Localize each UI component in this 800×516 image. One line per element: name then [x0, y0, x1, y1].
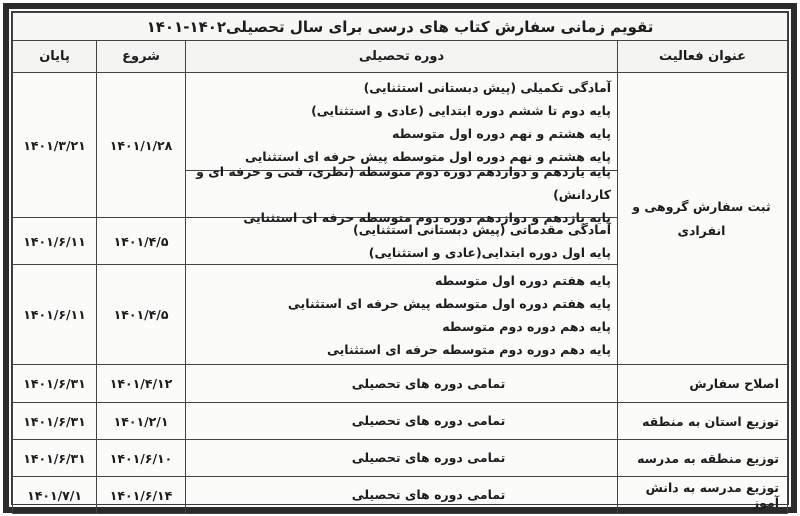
course-line: پایه یازدهم و دوازدهم دوره دوم متوسطه حرفه ای استثنایی	[243, 209, 611, 225]
end-date: ۱۴۰۱/۶/۱۱	[13, 218, 97, 265]
header-activity: عنوان فعالیت	[618, 41, 788, 73]
end-date: ۱۴۰۱/۷/۱	[13, 477, 97, 514]
table-row	[13, 403, 788, 440]
course-cell	[186, 365, 618, 403]
table-row	[13, 477, 788, 514]
end-date: ۱۴۰۱/۶/۳۱	[13, 365, 97, 403]
table-row	[13, 365, 788, 403]
course-line: آمادگی تکمیلی (پیش دبستانی استثنایی)	[363, 79, 611, 95]
schedule-table	[12, 12, 788, 514]
course-line: تمامی دوره های تحصیلی	[351, 375, 506, 391]
course-line: پایه اول دوره ابتدایی(عادی و استثنایی)	[368, 245, 611, 260]
end-date: ۱۴۰۱/۶/۳۱	[13, 403, 97, 440]
start-date: ۱۴۰۱/۲/۱	[97, 403, 186, 440]
course-line: تمامی دوره های تحصیلی	[351, 487, 506, 502]
start-date: ۱۴۰۱/۶/۱۴	[97, 477, 186, 514]
document-frame	[3, 3, 797, 513]
end-date: ۱۴۰۱/۶/۱۱	[13, 265, 97, 365]
course-block	[186, 163, 617, 225]
end-date: ۱۴۰۱/۶/۳۱	[13, 440, 97, 477]
activity-cell-group-order: ثبت سفارش گروهی و انفرادی	[618, 73, 788, 365]
course-cell	[186, 440, 618, 477]
start-date: ۱۴۰۱/۴/۵	[97, 265, 186, 365]
course-line: تمامی دوره های تحصیلی	[351, 450, 506, 465]
header-start: شروع	[97, 41, 186, 73]
course-cell	[186, 403, 618, 440]
course-line: تمامی دوره های تحصیلی	[351, 413, 506, 428]
start-date: ۱۴۰۱/۴/۵	[97, 218, 186, 265]
activity-cell: توزیع مدرسه به دانش آموز	[618, 477, 788, 514]
document-inner-border	[11, 11, 789, 510]
table-row	[13, 73, 788, 218]
course-line: پایه هشتم و نهم دوره اول متوسطه	[392, 125, 611, 141]
start-date: ۱۴۰۱/۱/۲۸	[97, 73, 186, 218]
end-date: ۱۴۰۱/۳/۲۱	[13, 73, 97, 218]
activity-cell: اصلاح سفارش	[618, 365, 788, 403]
activity-cell: توزیع منطقه به مدرسه	[618, 440, 788, 477]
table-row	[13, 440, 788, 477]
header-end: پایان	[13, 41, 97, 73]
header-row	[13, 41, 788, 73]
activity-cell: توزیع استان به منطقه	[618, 403, 788, 440]
course-cell	[186, 265, 618, 365]
header-course: دوره تحصیلی	[186, 41, 618, 73]
start-date: ۱۴۰۱/۴/۱۲	[97, 365, 186, 403]
table-title: تقویم زمانی سفارش کتاب های درسی برای سال تحصیلی۱۴۰۲-۱۴۰۱	[13, 13, 788, 41]
course-block	[186, 73, 617, 170]
course-line: پایه دهم دوره دوم متوسطه	[442, 318, 611, 334]
course-line: پایه دوم تا ششم دوره ابتدایی (عادی و استثنایی)	[311, 102, 611, 118]
course-line: پایه هفتم دوره اول متوسطه	[434, 272, 611, 288]
course-line: پایه هفتم دوره اول متوسطه پیش حرفه ای استثنایی	[287, 295, 611, 311]
start-date: ۱۴۰۱/۶/۱۰	[97, 440, 186, 477]
course-cell	[186, 73, 618, 225]
course-line: پایه یازدهم و دوازدهم دوره دوم متوسطه (نظری، فنی و حرفه ای و کاردانش)	[196, 163, 611, 202]
course-line: آمادگی مقدماتی (پیش دبستانی استثنایی)	[353, 222, 611, 237]
course-line: پایه دهم دوره دوم متوسطه حرفه ای استثنایی	[326, 341, 611, 357]
course-cell	[186, 477, 618, 514]
course-line: پایه هشتم و نهم دوره اول متوسطه پیش حرفه ای استثنایی	[244, 148, 611, 164]
